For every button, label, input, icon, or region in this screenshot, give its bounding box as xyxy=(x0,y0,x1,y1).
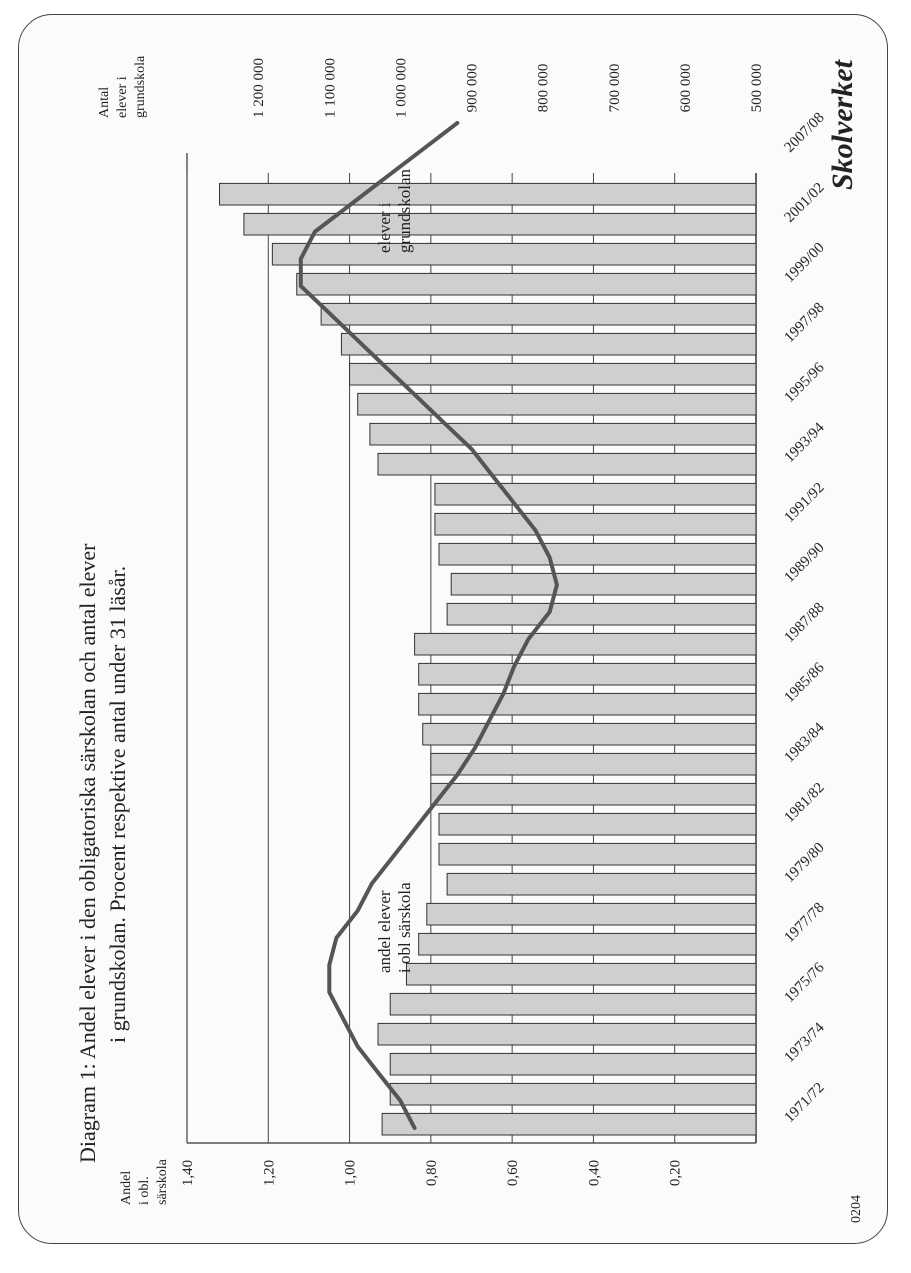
bar-12 xyxy=(431,753,756,775)
bar-series xyxy=(220,183,756,1135)
bar-30 xyxy=(244,213,756,235)
bar-31 xyxy=(220,183,756,205)
left-axis-label-3: särskola xyxy=(155,1159,170,1205)
left-tick-1: 0,40 xyxy=(586,1159,603,1187)
bar-annotation-2: i obl särskola xyxy=(395,882,414,973)
category-label-10: 1991/92 xyxy=(781,479,828,526)
bar-20 xyxy=(435,513,756,535)
chart-title-line1: Diagram 1: Andel elever i den obligatoriska särskolan och antal elever xyxy=(75,543,100,1163)
category-label-5: 1981/82 xyxy=(781,779,828,826)
bar-annotation-1: andel elever xyxy=(375,890,394,973)
category-label-2: 1975/76 xyxy=(781,959,828,1006)
left-axis-label-1: Andel xyxy=(119,1170,134,1205)
category-label-4: 1979/80 xyxy=(781,839,828,886)
left-tick-4: 1,00 xyxy=(342,1159,359,1187)
category-label-16: 2007/08 xyxy=(781,109,828,156)
category-label-14: 1999/00 xyxy=(781,239,828,286)
right-tick-5: 1 000 000 xyxy=(393,58,410,118)
left-tick-5: 1,20 xyxy=(261,1159,278,1187)
bar-29 xyxy=(272,243,756,265)
right-tick-7: 1 200 000 xyxy=(251,58,268,118)
category-label-9: 1989/90 xyxy=(781,539,828,586)
category-label-7: 1985/86 xyxy=(781,659,828,706)
bar-13 xyxy=(423,723,756,745)
bar-10 xyxy=(439,813,756,835)
line-annotation-2: grundskolan xyxy=(395,168,414,253)
category-label-12: 1995/96 xyxy=(781,359,828,406)
bar-14 xyxy=(419,693,756,715)
bar-17 xyxy=(447,603,756,625)
left-axis-label-2: i obl. xyxy=(137,1176,152,1205)
bar-0 xyxy=(382,1113,756,1135)
bar-6 xyxy=(419,933,756,955)
bar-8 xyxy=(447,873,756,895)
category-label-13: 1997/98 xyxy=(781,299,828,346)
right-tick-4: 900 000 xyxy=(464,63,481,113)
right-axis-label-2: elever i xyxy=(115,76,130,118)
right-axis-label-3: grundskola xyxy=(133,55,148,118)
left-tick-2: 0,60 xyxy=(505,1159,522,1187)
category-label-15: 2001/02 xyxy=(781,179,828,226)
category-label-6: 1983/84 xyxy=(781,719,828,766)
right-tick-3: 800 000 xyxy=(535,63,552,113)
bar-2 xyxy=(390,1053,756,1075)
line-annotation-1: elever i xyxy=(375,202,394,253)
right-axis-label-1: Antal xyxy=(97,86,112,118)
bar-18 xyxy=(451,573,756,595)
bar-25 xyxy=(350,363,756,385)
category-label-8: 1987/88 xyxy=(781,599,828,646)
bar-9 xyxy=(439,843,756,865)
category-label-11: 1993/94 xyxy=(781,419,828,466)
bar-7 xyxy=(427,903,756,925)
right-tick-6: 1 100 000 xyxy=(322,58,339,118)
chart-title-line2: i grundskolan. Procent respektive antal under 31 läsår. xyxy=(105,565,130,1043)
category-label-3: 1977/78 xyxy=(781,899,828,946)
right-tick-0: 500 000 xyxy=(749,63,765,113)
bar-27 xyxy=(321,303,756,325)
right-tick-2: 700 000 xyxy=(606,63,623,113)
category-label-0: 1971/72 xyxy=(781,1079,828,1126)
category-label-1: 1973/74 xyxy=(781,1019,828,1066)
bar-28 xyxy=(297,273,756,295)
skolverket-logo: Skolverket xyxy=(826,60,859,190)
bar-11 xyxy=(431,783,756,805)
bar-5 xyxy=(406,963,756,985)
bar-22 xyxy=(378,453,756,475)
left-tick-6: 1,40 xyxy=(180,1159,196,1187)
right-tick-1: 600 000 xyxy=(677,63,694,113)
left-tick-3: 0,80 xyxy=(423,1159,440,1187)
page-number: 0204 xyxy=(849,1195,864,1223)
bar-21 xyxy=(435,483,756,505)
bar-16 xyxy=(415,633,756,655)
bar-15 xyxy=(419,663,756,685)
bar-3 xyxy=(378,1023,756,1045)
bar-23 xyxy=(370,423,756,445)
left-tick-0: 0,20 xyxy=(667,1159,684,1187)
bar-19 xyxy=(439,543,756,565)
bar-26 xyxy=(341,333,756,355)
bar-1 xyxy=(390,1083,756,1105)
bar-4 xyxy=(390,993,756,1015)
